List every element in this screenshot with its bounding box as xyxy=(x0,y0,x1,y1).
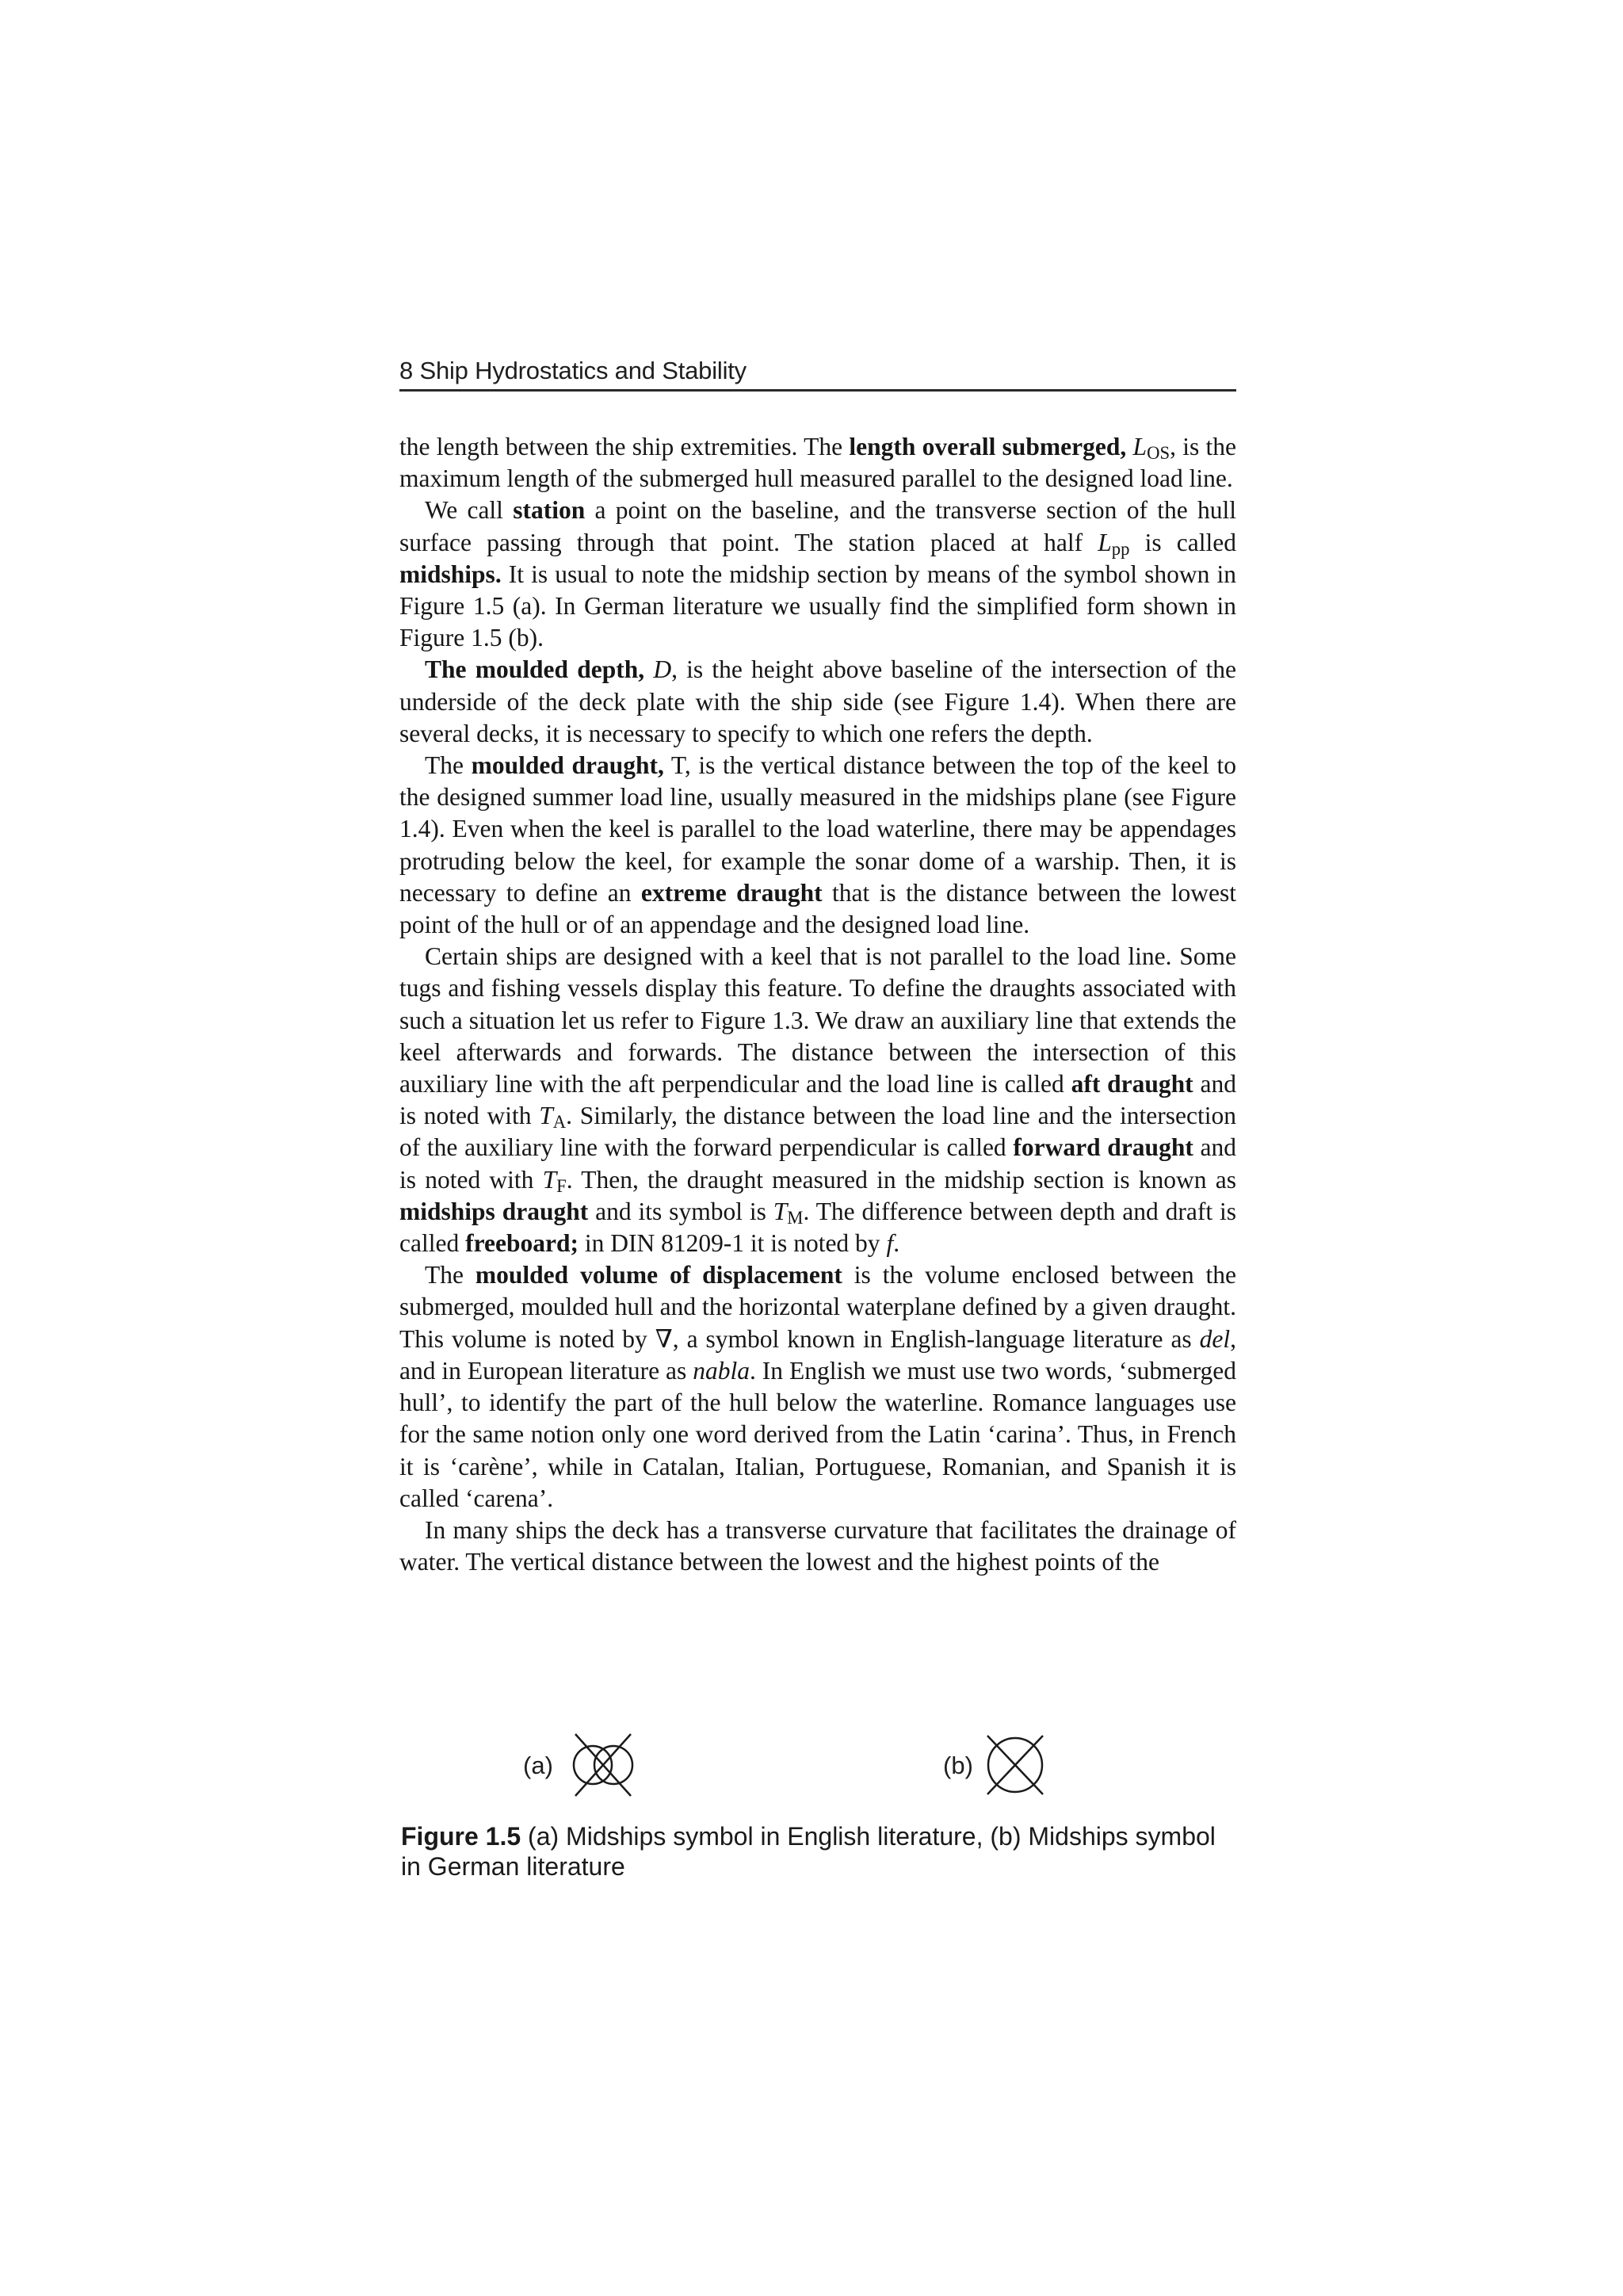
bold-term: moulded volume of displacement xyxy=(475,1261,842,1289)
figure-caption xyxy=(401,1821,1241,1881)
body-paragraph xyxy=(399,495,1236,654)
math-symbol: f xyxy=(886,1229,894,1258)
body-paragraph xyxy=(399,750,1236,941)
figure-label-a: (a) xyxy=(523,1752,553,1779)
text-run: and is noted with xyxy=(399,1133,1237,1194)
text-run: , and in European literature as xyxy=(399,1324,1236,1385)
text-run xyxy=(1126,433,1132,460)
text-run: a point on the baseline, and the transverse section of the hull surface passing through that point. The station placed at half xyxy=(399,496,1237,556)
text-run: that is the distance between the lowest point of the hull or of an appendage and the designed load line. xyxy=(399,878,1236,939)
text-run: The xyxy=(425,1261,475,1289)
bold-term: midships. xyxy=(399,560,502,588)
body-paragraph xyxy=(399,941,1236,1259)
text-run: We call xyxy=(425,496,514,525)
text-run: and its symbol is xyxy=(588,1197,773,1225)
bold-term: extreme draught xyxy=(640,878,823,907)
running-title: Ship Hydrostatics and Stability xyxy=(419,357,747,384)
text-run: , is the maximum length of the submerged hull measured parallel to the designed load line. xyxy=(399,433,1236,493)
bold-term: moulded draught, xyxy=(471,751,664,780)
body-paragraph xyxy=(399,1515,1236,1578)
text-run: . In English we must use two words, ‘submerged hull’, to identify the part of the hull below the waterline. Romance languages use for the same notion only one word derived from the Latin ‘carina’. Thus, in French it is ‘carène’, while in Catalan, Italian, Portuguese, Romanian, and Spanish it is called ‘carena’. xyxy=(399,1356,1236,1512)
italic-term: nabla xyxy=(693,1356,750,1385)
text-run: . Then, the draught measured in the midship section is known as xyxy=(566,1165,1236,1194)
body-text xyxy=(399,431,1236,1578)
text-run: . The difference between depth and draft is called xyxy=(399,1197,1236,1258)
text-run: . xyxy=(893,1229,900,1258)
text-run: The xyxy=(425,751,472,780)
bold-term: The moulded depth, xyxy=(425,655,645,684)
italic-term: del xyxy=(1199,1324,1231,1353)
math-symbol: D xyxy=(653,655,672,684)
text-run: In many ships the deck has a transverse curvature that facilitates the drainage of water. The vertical distance between the lowest and the highest points of the xyxy=(399,1515,1236,1576)
text-run: It is usual to note the midship section by means of the symbol shown in Figure 1.5 (a). In German literature we usually find the simplified form shown in Figure 1.5 (b). xyxy=(399,560,1236,652)
text-run xyxy=(644,655,653,683)
caption-text: (a) Midships symbol in English literature, (b) Midships symbol in German literature xyxy=(401,1822,1216,1881)
body-paragraph xyxy=(399,1259,1236,1515)
math-symbol: $T_M$ xyxy=(773,1197,804,1228)
text-run: . Similarly, the distance between the load line and the intersection of the auxiliary line with the forward perpendicular is called xyxy=(399,1102,1237,1162)
caption-number: Figure 1.5 xyxy=(401,1822,521,1851)
math-symbol: $L_{OS}$ xyxy=(1132,433,1170,463)
math-symbol: $L_{pp}$ xyxy=(1098,528,1130,559)
text-run: and is noted with xyxy=(399,1070,1236,1130)
bold-term: station xyxy=(513,496,586,525)
text-run: is called xyxy=(1129,528,1236,556)
text-run: , is the height above baseline of the intersection of the underside of the deck plate with the ship side (see Figure 1.4). When there are several decks, it is necessary to specify to which one refers the depth. xyxy=(399,655,1236,747)
running-header xyxy=(399,353,1236,388)
figure-label-b: (b) xyxy=(943,1752,973,1779)
page-number: 8 xyxy=(399,357,414,384)
midships-english-symbol-icon xyxy=(569,1731,637,1799)
text-run: Certain ships are designed with a keel that is not parallel to the load line. Some tugs and fishing vessels display this feature. To define the draughts associated with such a situation let us refer to Figure 1.3. We draw an auxiliary line that extends the keel afterwards and forwards. The distance between the intersection of this auxiliary line with the aft perpendicular and the load line is called xyxy=(399,942,1236,1098)
text-run: is the volume enclosed between the submerged, moulded hull and the horizontal waterplane defined by a given draught. This volume is noted by ∇, a symbol known in English-language literature as xyxy=(399,1261,1236,1353)
math-symbol: $T_F$ xyxy=(542,1165,567,1196)
body-paragraph xyxy=(399,431,1236,495)
bold-term: midships draught xyxy=(399,1197,589,1225)
bold-term: forward draught xyxy=(1013,1133,1193,1162)
body-paragraph xyxy=(399,654,1236,750)
text-run: the length between the ship extremities. The xyxy=(399,433,850,460)
header-rule xyxy=(399,389,1236,392)
bold-term: length overall submerged, xyxy=(849,433,1127,460)
bold-term: freeboard; xyxy=(465,1229,579,1258)
math-symbol: $T_A$ xyxy=(539,1102,567,1133)
text-run: T, is the vertical distance between the top of the keel to the designed summer load line, usually measured in the midships plane (see Figure 1.4). Even when the keel is parallel to the load waterline, there may be appendages protruding below the keel, for example the sonar dome of a warship. Then, it is necessary to define an xyxy=(399,751,1236,907)
midships-german-symbol-icon xyxy=(981,1731,1049,1799)
text-run: in DIN 81209-1 it is noted by xyxy=(578,1229,887,1258)
bold-term: aft draught xyxy=(1071,1070,1193,1098)
